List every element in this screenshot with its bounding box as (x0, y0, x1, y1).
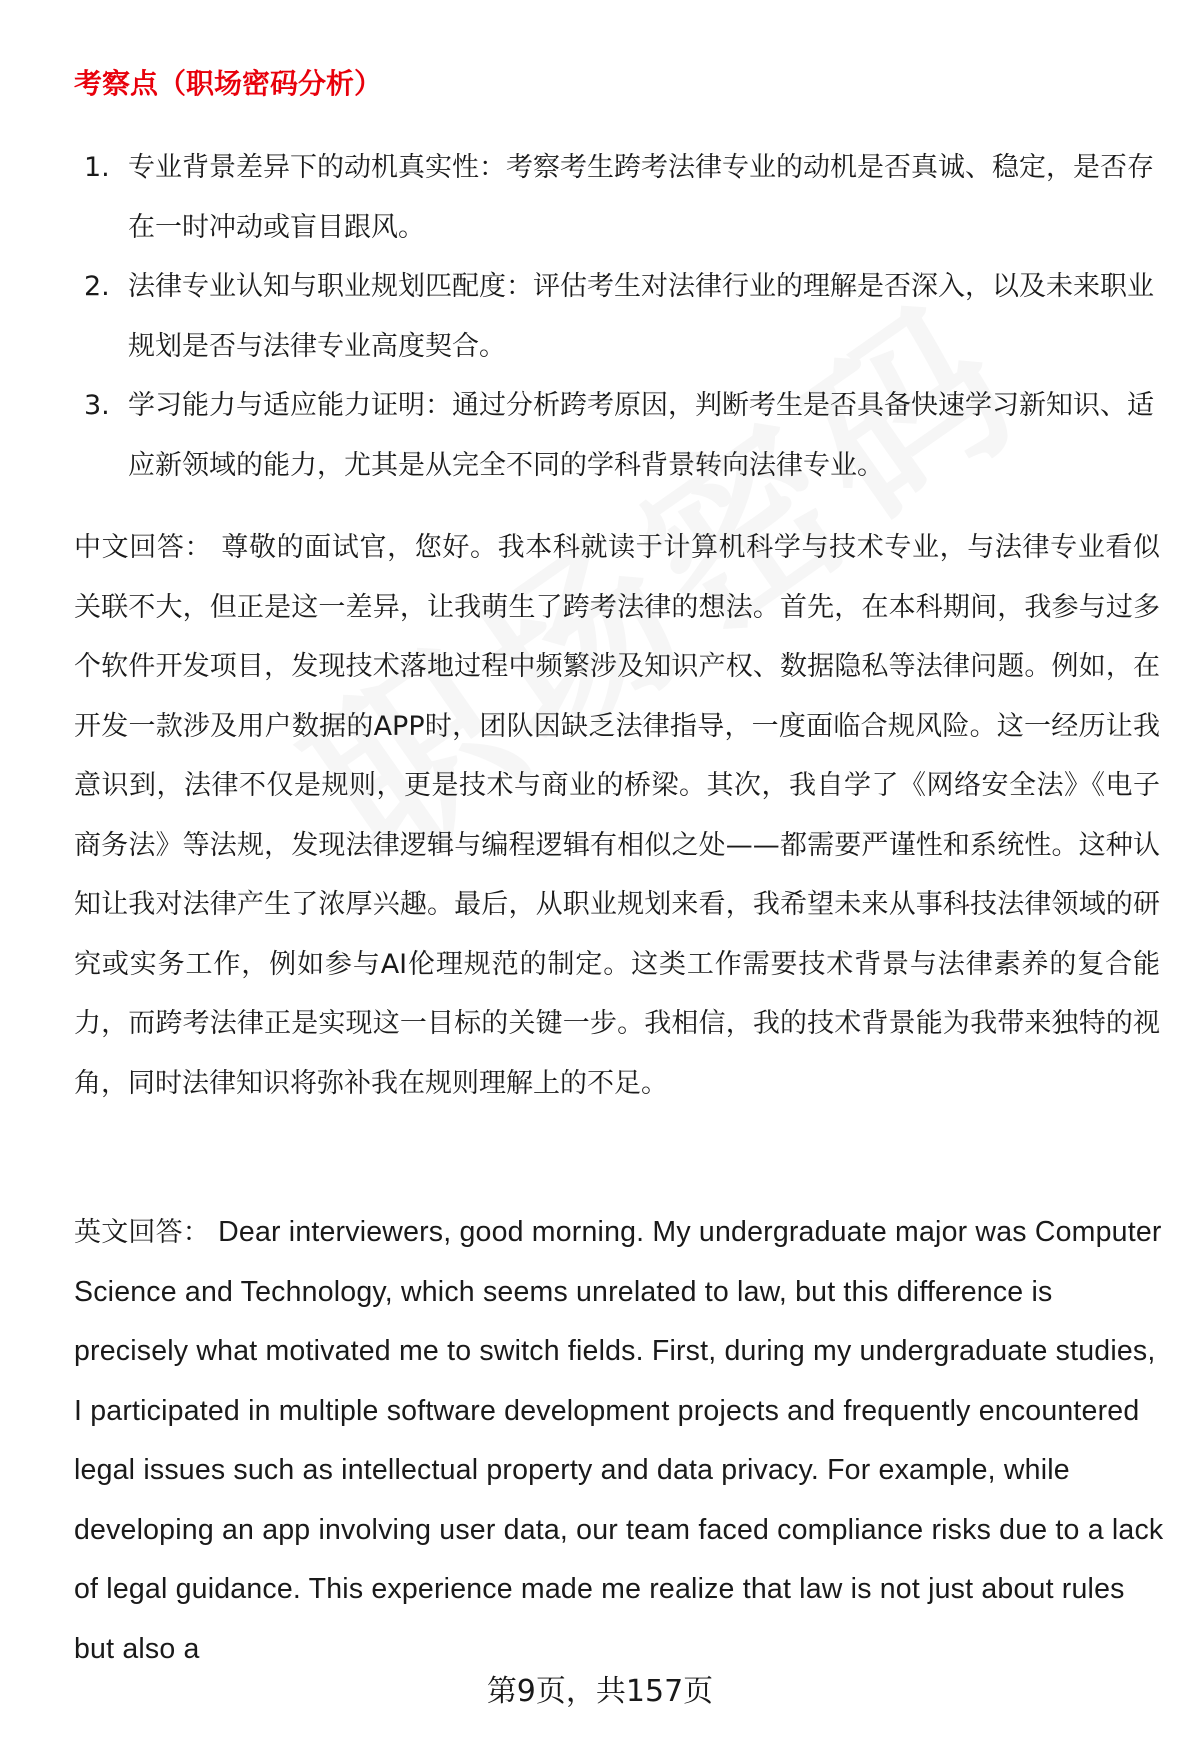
list-item (82, 376, 1162, 495)
chinese-answer-text: 尊敬的面试官，您好。我本科就读于计算机科学与技术专业，与法律专业看似关联不大，但正是这一差异，让我萌生了跨考法律的想法。首先，在本科期间，我参与过多个软件开发项目，发现技术落地过程中频繁涉及知识产权、数据隐私等法律问题。例如，在开发一款涉及用户数据的APP时，团队因缺乏法律指导，一度面临合规风险。这一经历让我意识到，法律不仅是规则，更是技术与商业的桥梁。其次，我自学了《网络安全法》《电子商务法》等法规，发现法律逻辑与编程逻辑有相似之处——都需要严谨性和系统性。这种认知让我对法律产生了浓厚兴趣。最后，从职业规划来看，我希望未来从事科技法律领域的研究或实务工作，例如参与AI伦理规范的制定。这类工作需要技术背景与法律素养的复合能力，而跨考法律正是实现这一目标的关键一步。我相信，我的技术背景能为我带来独特的视角，同时法律知识将弥补我在规则理解上的不足。 (74, 532, 1160, 1099)
list-item-number: 3. (84, 390, 110, 421)
english-answer-text: Dear interviewers, good morning. My undergraduate major was Computer Science and Technology, which seems unrelated to law, but this difference is precisely what motivated me to switch fields. First, during my undergraduate studies, I participated in multiple software development projects and frequently encountered legal issues such as intellectual property and data privacy. For example, while developing an app involving user data, our team faced compliance risks due to a lack of legal guidance. This experience made me realize that law is not just about rules but also a (74, 1216, 1164, 1665)
section-title: 考察点（职场密码分析） (74, 67, 383, 100)
list-item (82, 257, 1162, 376)
list-item-number: 2. (84, 271, 110, 302)
list-item-text: 专业背景差异下的动机真实性：考察考生跨考法律专业的动机是否真诚、稳定，是否存在一时冲动或盲目跟风。 (128, 152, 1154, 243)
chinese-answer-label: 中文回答： (74, 532, 213, 563)
list-item-text: 法律专业认知与职业规划匹配度：评估考生对法律行业的理解是否深入，以及未来职业规划是否与法律专业高度契合。 (128, 271, 1154, 362)
points-list (82, 138, 1162, 495)
english-answer (74, 1203, 1164, 1679)
english-answer-label: 英文回答： (74, 1217, 210, 1248)
chinese-answer (74, 518, 1160, 1113)
list-item (82, 138, 1162, 257)
list-item-text: 学习能力与适应能力证明：通过分析跨考原因，判断考生是否具备快速学习新知识、适应新领域的能力，尤其是从完全不同的学科背景转向法律专业。 (128, 390, 1154, 481)
page-footer: 第9页，共157页 (486, 1674, 714, 1709)
list-item-number: 1. (84, 152, 110, 183)
